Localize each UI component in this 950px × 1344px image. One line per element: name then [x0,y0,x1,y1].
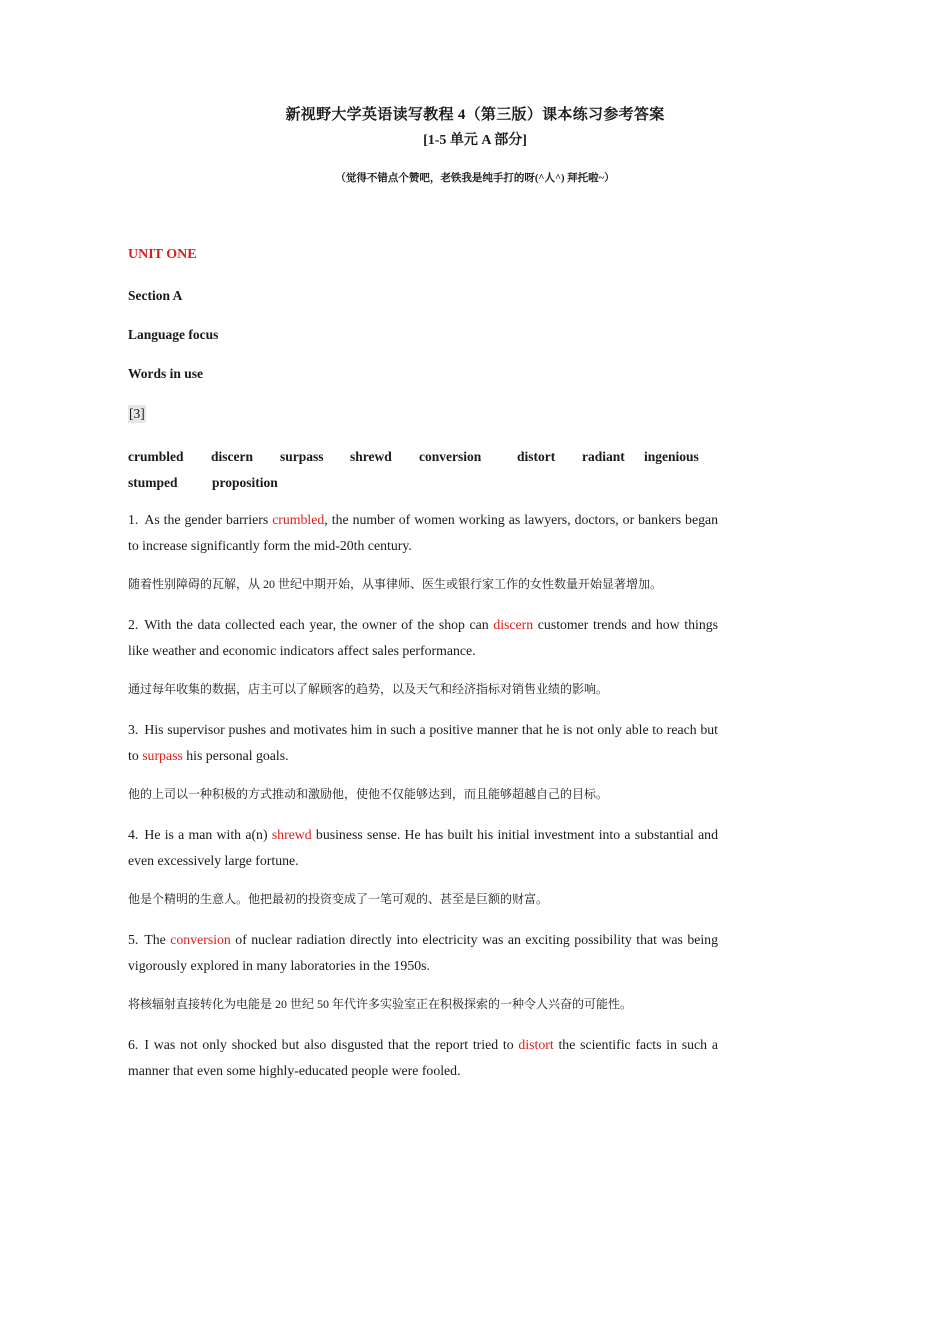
answer-word: shrewd [271,827,312,842]
sentence-text: his personal goals. [182,748,289,763]
word-bank-item: ingenious [644,449,699,464]
answer-word: discern [493,617,534,632]
sentence-text: , the number of women working as lawyers, doctors, or bankers began to increase significantly form the mid-20th century. [128,512,718,553]
sentence-text: business sense. He has built his initial investment into a substantial and even excessively large fortune. [128,827,718,868]
sentence-text: I was not only shocked but also disgusted that the report tried to [144,1037,519,1052]
word-bank-item: crumbled [128,449,184,464]
word-bank-row [128,444,718,470]
exercise-sentence [128,1032,718,1084]
sentence-text: As the gender barriers [144,512,273,527]
word-bank [128,444,718,496]
word-bank-item: stumped [128,475,178,490]
focus-heading: Language focus [128,327,219,342]
sentence-text: His supervisor pushes and motivates him in such a positive manner that he is not only able to reach but to [128,722,718,763]
word-bank-item: surpass [280,449,324,464]
exercise-sentence [128,927,718,979]
sentence-text: customer trends and how things like weather and economic indicators affect sales performance. [128,617,718,658]
section-heading: Section A [128,288,183,303]
exercise-sentence [128,717,718,769]
item-number: 5. [128,932,139,947]
exercise-sentence [128,612,718,664]
sentence-text: of nuclear radiation directly into electricity was an exciting possibility that was being vigorously explored in many laboratories in the 1950s. [128,932,718,973]
sentence-translation: 通过每年收集的数据，店主可以了解顾客的趋势，以及天气和经济指标对销售业绩的影响。 [128,682,609,696]
sentence-text: The [144,932,171,947]
word-bank-row [128,470,718,496]
word-bank-item: radiant [582,449,625,464]
document-subtitle: [1-5 单元 A 部分] [423,133,527,148]
item-number: 4. [128,827,139,842]
item-number: 3. [128,722,139,737]
exercise-tag: [3] [129,406,145,421]
sentence-translation: 他的上司以一种积极的方式推动和激励他，使他不仅能够达到，而且能够超越自己的目标。 [128,787,609,801]
word-bank-item: distort [517,449,556,464]
answer-word: distort [518,1037,554,1052]
sentence-translation: 将核辐射直接转化为电能是 20 世纪 50 年代许多实验室正在积极探索的一种令人兴奋的可能性。 [128,997,633,1011]
answer-word: surpass [142,748,183,763]
word-bank-item: discern [211,449,253,464]
exercise-sentence [128,507,718,559]
sentence-translation: 他是个精明的生意人。他把最初的投资变成了一笔可观的、甚至是巨额的财富。 [128,892,549,906]
item-number: 2. [128,617,139,632]
word-bank-item: shrewd [350,449,392,464]
item-number: 6. [128,1037,139,1052]
unit-title: UNIT ONE [128,247,197,262]
sentence-text: He is a man with a(n) [144,827,272,842]
sentence-text: the scientific facts in such a manner that even some highly-educated people were fooled. [128,1037,718,1078]
word-bank-item: conversion [419,449,482,464]
answer-word: crumbled [272,512,325,527]
sentence-translation: 随着性别障碍的瓦解，从 20 世纪中期开始，从事律师、医生或银行家工作的女性数量开始显著增加。 [128,577,663,591]
document-title: 新视野大学英语读写教程 4（第三版）课本练习参考答案 [285,107,665,123]
item-number: 1. [128,512,139,527]
document-note: （觉得不错点个赞吧，老铁我是纯手打的呀(^人^) 拜托啦~） [335,173,615,184]
words-heading: Words in use [128,366,204,381]
exercise-sentence [128,822,718,874]
sentence-text: With the data collected each year, the owner of the shop can [144,617,494,632]
answer-word: conversion [170,932,231,947]
word-bank-item: proposition [212,475,278,490]
